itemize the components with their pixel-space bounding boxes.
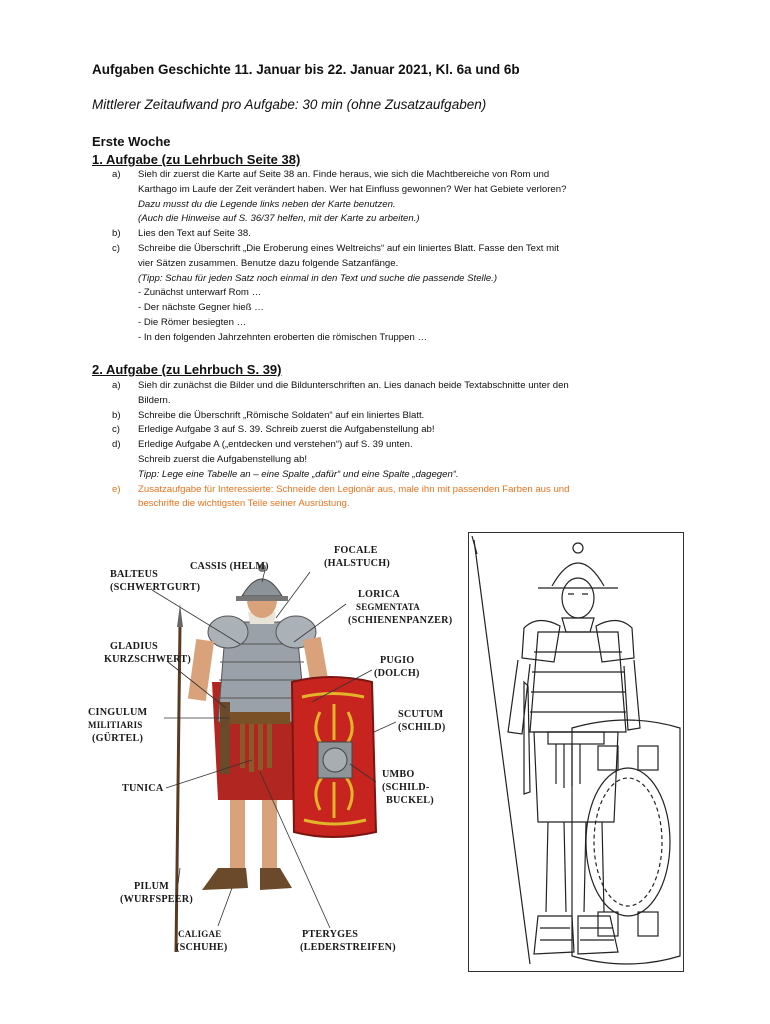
item-text-line: vier Sätzen zusammen. Benutze dazu folgende Satzanfänge.: [138, 257, 399, 269]
item-text-line: Zusatzaufgabe für Interessierte: Schneide den Legionär aus, male ihn mit passenden Farben aus und: [138, 483, 570, 495]
label-lorica: LORICA SEGMENTATA (SCHIENENPANZER): [348, 589, 453, 626]
item-text-line: Schreibe die Überschrift „Die Eroberung eines Weltreichs“ auf ein liniertes Blatt. Fasse den Text mit: [138, 242, 559, 254]
task2-list: [112, 379, 682, 512]
item-marker: b): [112, 409, 121, 421]
task2-item-a: [112, 379, 682, 409]
task2-heading: 2. Aufgabe (zu Lehrbuch S. 39): [92, 362, 282, 377]
item-hint-line: (Tipp: Schau für jeden Satz noch einmal in den Text und suche die passende Stelle.): [138, 272, 498, 284]
task1-item-c: [112, 242, 682, 346]
item-text-line: Lies den Text auf Seite 38.: [138, 228, 251, 240]
label-tunica: TUNICA: [122, 783, 164, 794]
item-marker: a): [112, 380, 121, 391]
item-marker: d): [112, 439, 121, 451]
item-marker: a): [112, 169, 121, 180]
task1-list: [112, 168, 682, 346]
legionary-line-drawing: [468, 532, 684, 972]
label-scutum: SCUTUM (SCHILD): [398, 709, 446, 733]
task1-item-a: [112, 168, 682, 227]
label-pugio: PUGIO (DOLCH): [374, 655, 420, 679]
item-text-line: Sieh dir zunächst die Bilder und die Bildunterschriften an. Lies danach beide Textabschnitte unter den: [138, 380, 569, 391]
item-marker: c): [112, 424, 120, 436]
page-title: Aufgaben Geschichte 11. Januar bis 22. Januar 2021, Kl. 6a und 6b: [92, 62, 520, 77]
week-heading: Erste Woche: [92, 134, 171, 149]
item-marker: b): [112, 228, 121, 240]
task2-item-e-bonus: [112, 483, 682, 513]
item-text-line: Sieh dir zuerst die Karte auf Seite 38 an. Finde heraus, wie sich die Machtbereiche von Rom und: [138, 169, 550, 180]
time-estimate: Mittlerer Zeitaufwand pro Aufgabe: 30 min (ohne Zusatzaufgaben): [92, 97, 487, 112]
label-balteus: BALTEUS (SCHWERTGURT): [110, 569, 201, 593]
label-umbo: UMBO (SCHILD- BUCKEL): [382, 769, 434, 806]
task1-heading: 1. Aufgabe (zu Lehrbuch Seite 38): [92, 152, 301, 167]
item-text-line: beschrifte die wichtigsten Teile seiner Ausrüstung.: [138, 498, 350, 510]
item-text-line: Erledige Aufgabe 3 auf S. 39. Schreib zuerst die Aufgabenstellung ab!: [138, 424, 435, 436]
sentence-starter: - Zunächst unterwarf Rom …: [138, 287, 262, 299]
label-pilum: PILUM (WURFSPEER): [120, 881, 193, 905]
sentence-starter: - In den folgenden Jahrzehnten eroberten die römischen Truppen …: [138, 331, 428, 343]
sentence-starter: - Der nächste Gegner hieß …: [138, 302, 264, 314]
label-pteryges: PTERYGES (LEDERSTREIFEN): [300, 929, 396, 953]
item-text-line: Karthago im Laufe der Zeit verändert haben. Wer hat Einfluss gewonnen? Wer hat Gebiete verloren?: [138, 183, 567, 195]
item-hint-line: Tipp: Lege eine Tabelle an – eine Spalte „dafür“ und eine Spalte „dagegen“.: [138, 468, 459, 480]
item-marker: c): [112, 242, 120, 254]
legionary-labelled-figure: [80, 532, 465, 972]
task2-item-b: [112, 409, 682, 424]
task2-item-c: [112, 423, 682, 438]
label-cassis: CASSIS (HELM): [190, 561, 269, 572]
item-text-line: Schreib zuerst die Aufgabenstellung ab!: [138, 453, 308, 465]
item-hint-line: Dazu musst du die Legende links neben der Karte benutzen.: [138, 198, 396, 210]
label-cingulum: CINGULUM MILITIARIS (GÜRTEL): [88, 707, 148, 744]
item-text-line: Schreibe die Überschrift „Römische Soldaten“ auf ein liniertes Blatt.: [138, 409, 425, 421]
legionary-outline-illustration: [468, 532, 684, 972]
item-text-line: Bildern.: [138, 394, 171, 406]
item-text-line: Erledige Aufgabe A („entdecken und verstehen“) auf S. 39 unten.: [138, 439, 413, 451]
label-caligae: CALIGAE (SCHUHE): [176, 929, 228, 953]
label-focale: FOCALE (HALSTUCH): [324, 545, 390, 569]
task2-item-d: [112, 438, 682, 482]
task1-item-b: [112, 227, 682, 242]
sentence-starter: - Die Römer besiegten …: [138, 316, 247, 328]
item-marker: e): [112, 483, 121, 495]
label-gladius: GLADIUS KURZSCHWERT): [104, 641, 191, 665]
item-hint-line: (Auch die Hinweise auf S. 36/37 helfen, mit der Karte zu arbeiten.): [138, 213, 420, 225]
